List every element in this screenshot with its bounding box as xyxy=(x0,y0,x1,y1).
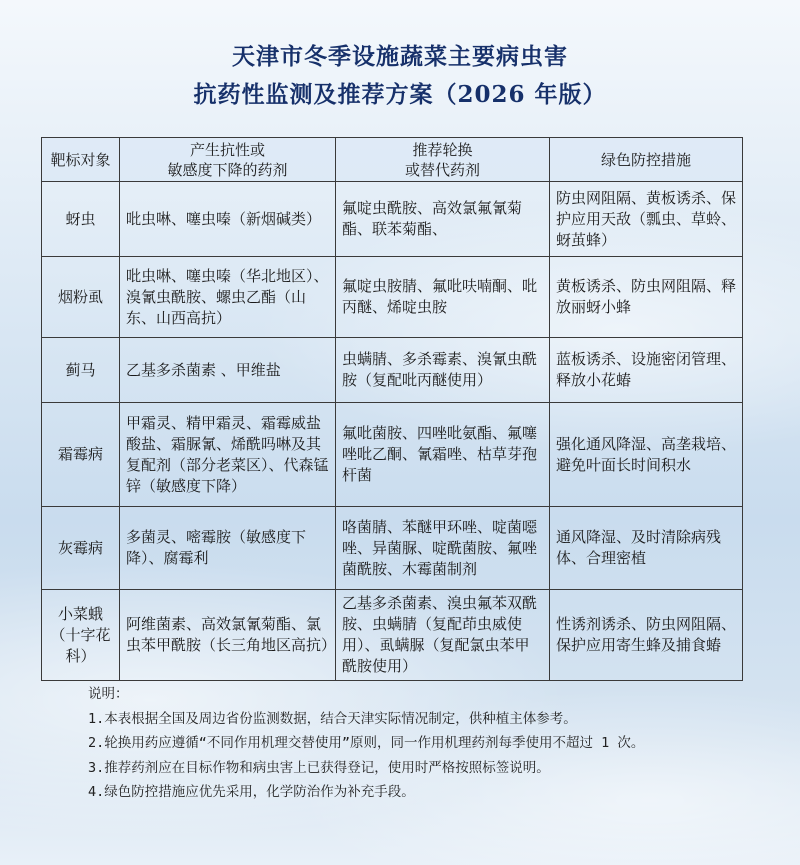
cell-resistant: 吡虫啉、噻虫嗪（新烟碱类） xyxy=(120,182,336,257)
cell-green: 蓝板诱杀、设施密闭管理、释放小花蝽 xyxy=(550,338,743,403)
note-item: 3.推荐药剂应在目标作物和病虫害上已获得登记，使用时严格按照标签说明。 xyxy=(88,759,550,776)
header-target: 靶标对象 xyxy=(42,138,120,182)
notes-heading: 说明： xyxy=(88,686,129,702)
header-recommended: 推荐轮换 或替代药剂 xyxy=(336,138,550,182)
cell-target: 小菜蛾 （十字花科） xyxy=(42,590,120,681)
cell-resistant: 乙基多杀菌素 、甲维盐 xyxy=(120,338,336,403)
cell-target: 蚜虫 xyxy=(42,182,120,257)
cell-green: 性诱剂诱杀、防虫网阻隔、保护应用寄生蜂及捕食蝽 xyxy=(550,590,743,681)
header-green: 绿色防控措施 xyxy=(550,138,743,182)
table-row xyxy=(42,257,743,338)
cell-target: 烟粉虱 xyxy=(42,257,120,338)
cell-green: 通风降湿、及时清除病残体、合理密植 xyxy=(550,507,743,590)
header-resistant: 产生抗性或 敏感度下降的药剂 xyxy=(120,138,336,182)
cell-resistant: 甲霜灵、精甲霜灵、霜霉威盐酸盐、霜脲氰、烯酰吗啉及其复配剂（部分老菜区）、代森锰锌（敏感度下降） xyxy=(120,403,336,507)
cell-recommended: 虫螨腈、多杀霉素、溴氰虫酰胺（复配吡丙醚使用） xyxy=(336,338,550,403)
cell-resistant: 多菌灵、嘧霉胺（敏感度下降）、腐霉利 xyxy=(120,507,336,590)
cell-recommended: 氟啶虫胺腈、氟吡呋喃酮、吡丙醚、烯啶虫胺 xyxy=(336,257,550,338)
table-header-row xyxy=(42,138,743,182)
table-row xyxy=(42,182,743,257)
page-title: 天津市冬季设施蔬菜主要病虫害 xyxy=(232,43,568,70)
note-item: 4.绿色防控措施应优先采用，化学防治作为补充手段。 xyxy=(88,784,415,800)
cell-recommended: 氟啶虫酰胺、高效氯氟氰菊酯、联苯菊酯、 xyxy=(336,182,550,257)
page-subtitle: 抗药性监测及推荐方案（2026 年版） xyxy=(193,81,607,108)
cell-green: 黄板诱杀、防虫网阻隔、释放丽蚜小蜂 xyxy=(550,257,743,338)
cell-green: 强化通风降湿、高垄栽培、避免叶面长时间积水 xyxy=(550,403,743,507)
cell-target: 霜霉病 xyxy=(42,403,120,507)
cell-recommended: 咯菌腈、苯醚甲环唑、啶菌噁唑、异菌脲、啶酰菌胺、氟唑菌酰胺、木霉菌制剂 xyxy=(336,507,550,590)
table-row xyxy=(42,403,743,507)
cell-recommended: 乙基多杀菌素、溴虫氟苯双酰胺、虫螨腈（复配茚虫威使用）、虱螨脲（复配氯虫苯甲酰胺使用） xyxy=(336,590,550,681)
table-row xyxy=(42,338,743,403)
note-item: 1.本表根据全国及周边省份监测数据，结合天津实际情况制定，供种植主体参考。 xyxy=(88,710,577,727)
cell-green: 防虫网阻隔、黄板诱杀、保护应用天敌（瓢虫、草蛉、蚜茧蜂） xyxy=(550,182,743,257)
table-row xyxy=(42,507,743,590)
cell-target: 蓟马 xyxy=(42,338,120,403)
cell-target: 灰霉病 xyxy=(42,507,120,590)
cell-resistant: 吡虫啉、噻虫嗪（华北地区）、溴氰虫酰胺、螺虫乙酯（山东、山西高抗） xyxy=(120,257,336,338)
note-item: 2.轮换用药应遵循“不同作用机理交替使用”原则，同一作用机理药剂每季使用不超过 1 次。 xyxy=(88,735,645,751)
cell-recommended: 氟吡菌胺、四唑吡氨酯、氟噻唑吡乙酮、氰霜唑、枯草芽孢杆菌 xyxy=(336,403,550,507)
table-row xyxy=(42,590,743,681)
notes-section xyxy=(88,682,778,805)
resistance-table xyxy=(41,137,743,681)
cell-resistant: 阿维菌素、高效氯氰菊酯、氯虫苯甲酰胺（长三角地区高抗） xyxy=(120,590,336,681)
